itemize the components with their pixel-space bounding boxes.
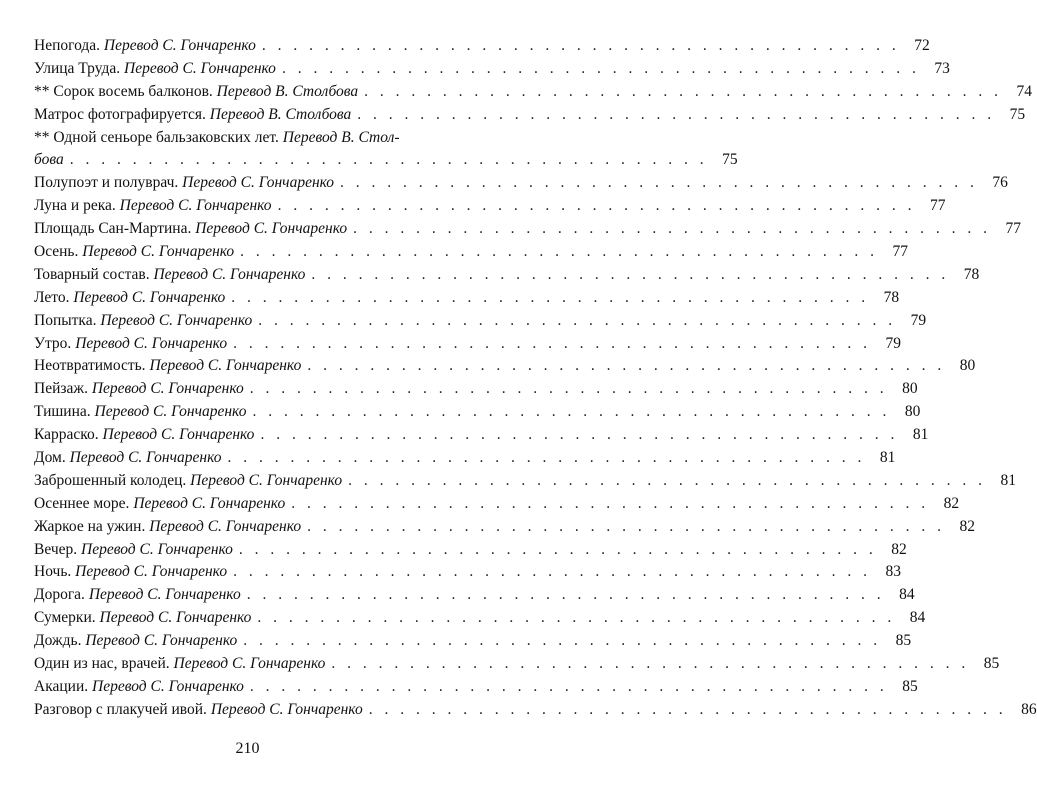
dot-leader: . . . . . . . . . . . . . . . . . . . . . . . . . . . . . . . . . . . . . . . . . <box>257 609 896 627</box>
entry-title: Осень. <box>34 243 79 261</box>
entry-page-number: 74 <box>1016 82 1033 100</box>
toc-entry <box>34 310 927 333</box>
entry-translator: Перевод С. Гончаренко <box>210 700 363 718</box>
entry-translator: Перевод С. Гончаренко <box>182 174 335 192</box>
entry-title: Ночь. <box>34 563 72 581</box>
toc-entry <box>34 195 946 218</box>
entry-title: Дом. <box>34 449 66 467</box>
toc-entry <box>34 653 1000 676</box>
toc-entry <box>34 333 901 356</box>
entry-page-number: 75 <box>1009 105 1026 123</box>
entry-translator: Перевод С. Гончаренко <box>94 403 247 421</box>
entry-page-number: 78 <box>963 265 980 283</box>
toc-entry-line <box>34 58 950 81</box>
toc-entry <box>34 172 1008 195</box>
entry-page-number: 80 <box>959 357 976 375</box>
toc-entry-line <box>34 35 930 58</box>
table-of-contents <box>34 35 1037 722</box>
toc-entry-line <box>34 149 738 172</box>
dot-leader: . . . . . . . . . . . . . . . . . . . . . . . . . . . . . . . . . . . . . . . . . <box>307 517 945 535</box>
entry-translator: Перевод С. Гончаренко <box>173 655 326 673</box>
toc-entry-line <box>34 355 976 378</box>
dot-leader: . . . . . . . . . . . . . . . . . . . . . . . . . . . . . . . . . . . . . . . . . <box>311 265 950 283</box>
toc-entry <box>34 35 930 58</box>
toc-entry <box>34 699 1037 722</box>
toc-entry-line <box>34 81 1033 104</box>
entry-page-number: 79 <box>910 311 927 329</box>
entry-title: Луна и река. <box>34 197 116 215</box>
entry-translator: Перевод В. Стол- <box>282 128 400 146</box>
dot-leader: . . . . . . . . . . . . . . . . . . . . . . . . . . . . . . . . . . . . . . . . . <box>233 334 871 352</box>
toc-entry-line <box>34 447 896 470</box>
toc-entry <box>34 401 921 424</box>
entry-title: Сумерки. <box>34 609 96 627</box>
entry-translator: Перевод С. Гончаренко <box>133 494 286 512</box>
toc-entry-line <box>34 218 1021 241</box>
page-number: 210 <box>235 740 260 757</box>
toc-entry-line <box>34 195 946 218</box>
dot-leader: . . . . . . . . . . . . . . . . . . . . . . . . . . . . . . . . . . . . . . . . . <box>261 37 900 54</box>
toc-entry <box>34 676 918 699</box>
dot-leader: . . . . . . . . . . . . . . . . . . . . . . . . . . . . . . . . . . . . . . . . . <box>246 586 885 604</box>
toc-entry-line <box>34 493 960 516</box>
entry-page-number: 77 <box>892 243 909 261</box>
dot-leader: . . . . . . . . . . . . . . . . . . . . . . . . . . . . . . . . . . . . . . . . . <box>291 494 930 512</box>
toc-entry-line <box>34 516 975 539</box>
entry-translator: Перевод С. Гончаренко <box>99 609 252 627</box>
entry-page-number: 82 <box>891 540 907 558</box>
entry-page-number: 76 <box>992 174 1008 192</box>
entry-translator: Перевод С. Гончаренко <box>119 197 272 215</box>
entry-title: ** Одной сеньоре бальзаковских лет. <box>34 128 279 146</box>
toc-entry-line <box>34 584 915 607</box>
entry-title: Лето. <box>34 288 70 306</box>
toc-entry-line <box>34 401 921 424</box>
entry-page-number: 79 <box>885 334 901 352</box>
toc-entry <box>34 584 915 607</box>
toc-entry <box>34 81 1033 104</box>
toc-entry <box>34 630 912 653</box>
dot-leader: . . . . . . . . . . . . . . . . . . . . . . . . . . . . . . . . . . . . . . . . . <box>281 59 920 77</box>
dot-leader: . . . . . . . . . . . . . . . . . . . . . . . . . . . . . . . . . . . . . . . . . <box>227 449 866 467</box>
entry-title: Неотвратимость. <box>34 357 146 375</box>
entry-translator: Перевод С. Гончаренко <box>75 334 228 352</box>
entry-translator: Перевод В. Столбова <box>209 105 352 123</box>
entry-translator: Перевод С. Гончаренко <box>190 471 343 489</box>
entry-page-number: 72 <box>914 37 930 54</box>
entry-title: Жаркое на ужин. <box>34 517 146 535</box>
toc-entry-line <box>34 539 907 562</box>
entry-page-number: 73 <box>934 59 950 77</box>
toc-entry <box>34 539 907 562</box>
dot-leader: . . . . . . . . . . . . . . . . . . . . . . . . . . . . . . . . . . . . . . . . . <box>69 151 708 169</box>
dot-leader: . . . . . . . . . . . . . . . . . . . . . . . . . . . . . . . . . . . . . . . . . <box>340 174 978 192</box>
entry-translator: Перевод С. Гончаренко <box>100 311 253 329</box>
entry-title: Вечер. <box>34 540 78 558</box>
entry-page-number: 85 <box>902 677 918 695</box>
toc-entry <box>34 218 1021 241</box>
entry-title: Один из нас, врачей. <box>34 655 170 673</box>
toc-entry-line <box>34 561 901 584</box>
entry-translator: Перевод С. Гончаренко <box>82 243 235 261</box>
entry-page-number: 78 <box>883 288 900 306</box>
toc-entry <box>34 470 1016 493</box>
toc-entry-line <box>34 333 901 356</box>
dot-leader: . . . . . . . . . . . . . . . . . . . . . . . . . . . . . . . . . . . . . . . . . <box>231 288 870 306</box>
entry-page-number: 81 <box>879 449 896 467</box>
dot-leader: . . . . . . . . . . . . . . . . . . . . . . . . . . . . . . . . . . . . . . . . . <box>243 632 882 650</box>
toc-entry <box>34 287 900 310</box>
dot-leader: . . . . . . . . . . . . . . . . . . . . . . . . . . . . . . . . . . . . . . . . . <box>233 563 871 581</box>
dot-leader: . . . . . . . . . . . . . . . . . . . . . . . . . . . . . . . . . . . . . . . . . <box>258 311 897 329</box>
toc-entry <box>34 607 926 630</box>
toc-entry <box>34 58 950 81</box>
dot-leader: . . . . . . . . . . . . . . . . . . . . . . . . . . . . . . . . . . . . . . . . . <box>252 403 891 421</box>
entry-title: Карраско. <box>34 426 99 444</box>
entry-translator: Перевод С. Гончаренко <box>103 37 256 54</box>
entry-page-number: 77 <box>929 197 946 215</box>
dot-leader: . . . . . . . . . . . . . . . . . . . . . . . . . . . . . . . . . . . . . . . . . <box>277 197 916 215</box>
entry-translator: Перевод С. Гончаренко <box>92 677 244 695</box>
entry-page-number: 85 <box>895 632 912 650</box>
entry-translator: Перевод С. Гончаренко <box>124 59 276 77</box>
dot-leader: . . . . . . . . . . . . . . . . . . . . . . . . . . . . . . . . . . . . . . . . . <box>364 82 1003 100</box>
toc-entry <box>34 264 980 287</box>
entry-page-number: 85 <box>983 655 1000 673</box>
entry-title: ** Сорок восемь балконов. <box>34 82 213 100</box>
toc-entry-line <box>34 127 468 150</box>
entry-title: Товарный состав. <box>34 265 150 283</box>
toc-entry <box>34 127 738 173</box>
entry-page-number: 84 <box>909 609 926 627</box>
entry-translator: Перевод С. Гончаренко <box>88 586 241 604</box>
dot-leader: . . . . . . . . . . . . . . . . . . . . . . . . . . . . . . . . . . . . . . . . . <box>348 471 986 489</box>
entry-page-number: 75 <box>722 151 738 169</box>
entry-title: Заброшенный колодец. <box>34 471 187 489</box>
toc-entry <box>34 447 896 470</box>
entry-page-number: 83 <box>885 563 901 581</box>
toc-entry-line <box>34 172 1008 195</box>
toc-entry-line <box>34 676 918 699</box>
entry-title: Матрос фотографируется. <box>34 105 206 123</box>
dot-leader: . . . . . . . . . . . . . . . . . . . . . . . . . . . . . . . . . . . . . . . . . <box>249 677 888 695</box>
entry-page-number: 80 <box>902 380 918 398</box>
toc-entry-line <box>34 630 912 653</box>
toc-entry-line <box>34 310 927 333</box>
entry-title: Дорога. <box>34 586 85 604</box>
entry-translator: Перевод С. Гончаренко <box>75 563 228 581</box>
entry-title: Пейзаж. <box>34 380 88 398</box>
entry-title: Дождь. <box>34 632 82 650</box>
entry-title: Попытка. <box>34 311 97 329</box>
entry-title: Разговор с плакучей ивой. <box>34 700 207 718</box>
toc-entry-line <box>34 241 909 264</box>
entry-page-number: 86 <box>1021 700 1037 718</box>
toc-entry-line <box>34 653 1000 676</box>
entry-translator: Перевод С. Гончаренко <box>69 449 222 467</box>
entry-page-number: 81 <box>1000 471 1016 489</box>
entry-title: Тишина. <box>34 403 91 421</box>
toc-entry <box>34 355 976 378</box>
entry-translator: Перевод С. Гончаренко <box>149 517 302 535</box>
toc-entry <box>34 378 918 401</box>
entry-translator: Перевод С. Гончаренко <box>153 265 306 283</box>
entry-title: Непогода. <box>34 37 101 54</box>
toc-entry-line <box>34 607 926 630</box>
entry-page-number: 80 <box>904 403 921 421</box>
entry-translator: Перевод С. Гончаренко <box>85 632 238 650</box>
toc-entry <box>34 561 901 584</box>
dot-leader: . . . . . . . . . . . . . . . . . . . . . . . . . . . . . . . . . . . . . . . . . <box>238 540 877 558</box>
entry-page-number: 77 <box>1005 220 1021 238</box>
entry-page-number: 82 <box>943 494 960 512</box>
entry-translator: Перевод С. Гончаренко <box>102 426 255 444</box>
entry-translator: Перевод С. Гончаренко <box>149 357 302 375</box>
entry-title: Полупоэт и полуврач. <box>34 174 179 192</box>
entry-title: Улица Труда. <box>34 59 121 77</box>
toc-entry-line <box>34 378 918 401</box>
toc-entry <box>34 424 929 447</box>
entry-page-number: 81 <box>912 426 929 444</box>
entry-translator: Перевод С. Гончаренко <box>81 540 233 558</box>
entry-page-number: 84 <box>899 586 915 604</box>
entry-title: Акации. <box>34 677 89 695</box>
dot-leader: . . . . . . . . . . . . . . . . . . . . . . . . . . . . . . . . . . . . . . . . . <box>357 105 996 123</box>
toc-entry <box>34 241 909 264</box>
entry-translator: Перевод С. Гончаренко <box>73 288 226 306</box>
entry-translator-continuation: бова <box>34 151 64 169</box>
entry-translator: Перевод С. Гончаренко <box>195 220 348 238</box>
dot-leader: . . . . . . . . . . . . . . . . . . . . . . . . . . . . . . . . . . . . . . . . . <box>368 700 1007 718</box>
entry-title: Осеннее море. <box>34 494 130 512</box>
toc-entry <box>34 516 975 539</box>
dot-leader: . . . . . . . . . . . . . . . . . . . . . . . . . . . . . . . . . . . . . . . . . <box>240 243 879 261</box>
toc-entry-line <box>34 699 1037 722</box>
dot-leader: . . . . . . . . . . . . . . . . . . . . . . . . . . . . . . . . . . . . . . . . . <box>260 426 899 444</box>
dot-leader: . . . . . . . . . . . . . . . . . . . . . . . . . . . . . . . . . . . . . . . . . <box>353 220 991 238</box>
entry-page-number: 82 <box>959 517 975 535</box>
toc-entry-line <box>34 287 900 310</box>
dot-leader: . . . . . . . . . . . . . . . . . . . . . . . . . . . . . . . . . . . . . . . . . <box>331 655 970 673</box>
dot-leader: . . . . . . . . . . . . . . . . . . . . . . . . . . . . . . . . . . . . . . . . . <box>307 357 946 375</box>
dot-leader: . . . . . . . . . . . . . . . . . . . . . . . . . . . . . . . . . . . . . . . . . <box>249 380 888 398</box>
toc-entry <box>34 493 960 516</box>
toc-entry-line <box>34 424 929 447</box>
toc-entry-line <box>34 470 1016 493</box>
toc-entry-line <box>34 104 1026 127</box>
entry-title: Площадь Сан-Мартина. <box>34 220 192 238</box>
toc-entry-line <box>34 264 980 287</box>
entry-title: Утро. <box>34 334 72 352</box>
toc-entry <box>34 104 1026 127</box>
entry-translator: Перевод В. Столбова <box>216 82 359 100</box>
entry-translator: Перевод С. Гончаренко <box>91 380 244 398</box>
